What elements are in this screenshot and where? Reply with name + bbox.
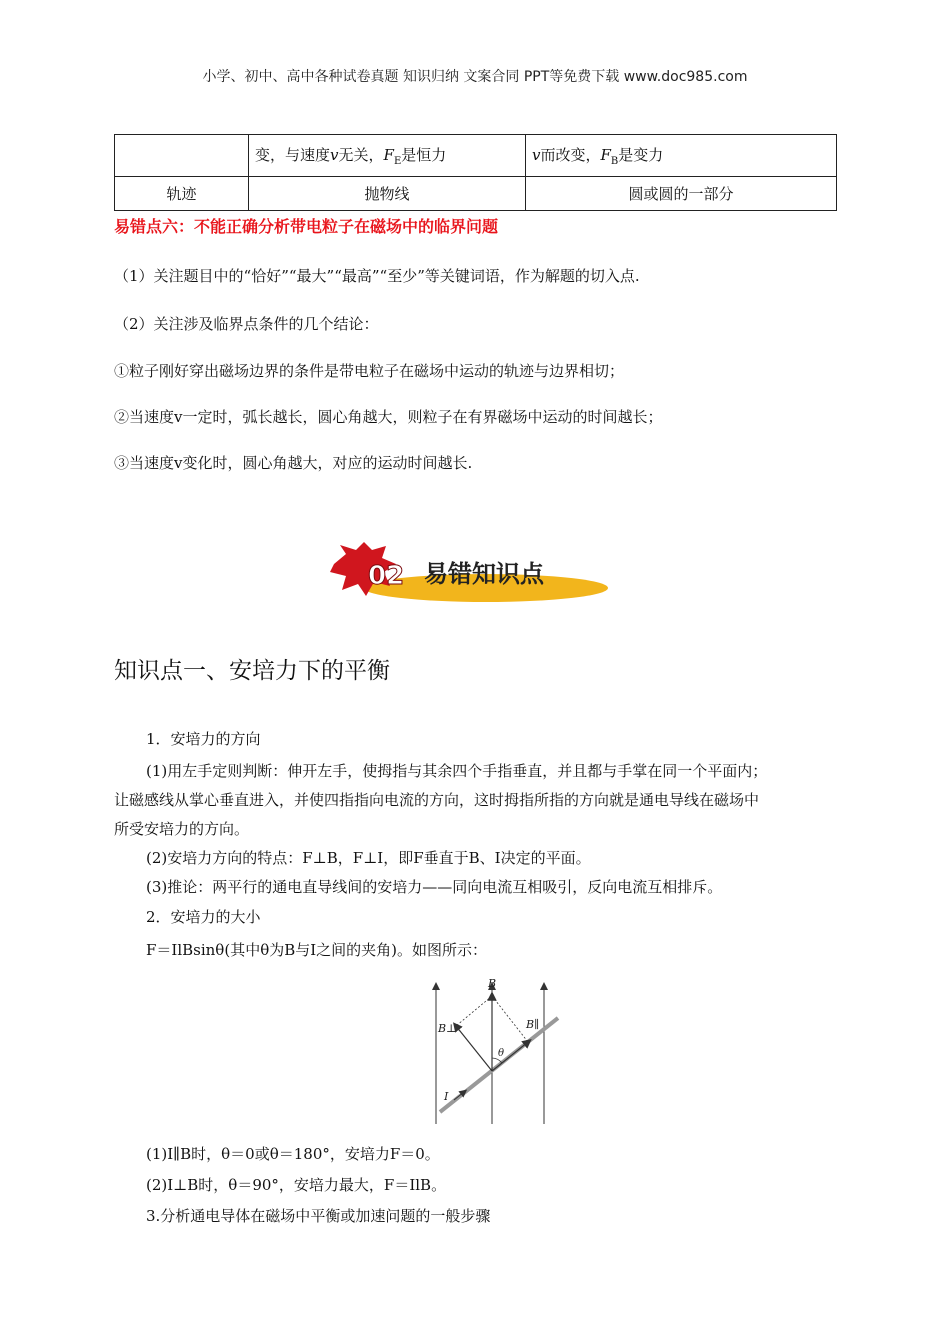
label-theta: θ [498, 1048, 505, 1059]
label-b: B [488, 977, 497, 990]
paragraph: 1．安培力的方向 [146, 730, 261, 748]
paragraph: 让磁感线从掌心垂直进入，并使四指指向电流的方向，这时拇指所指的方向就是通电导线在磁场中 [114, 791, 760, 809]
table-cell [115, 135, 249, 177]
table-row [115, 177, 837, 211]
paragraph: (1)I∥B时，θ＝0或θ＝180°，安培力F＝0。 [146, 1145, 440, 1163]
section-title: 知识点一、安培力下的平衡 [114, 658, 390, 684]
page-header: 小学、初中、高中各种试卷真题 知识归纳 文案合同 PPT等免费下载 www.doc985.com [202, 69, 748, 85]
dashed-line [492, 996, 528, 1042]
paragraph: (1)用左手定则判断：伸开左手，使拇指与其余四个手指垂直，并且都与手掌在同一个平面内； [146, 762, 768, 780]
mistake-item: ①粒子刚好穿出磁场边界的条件是带电粒子在磁场中运动的轨迹与边界相切； [114, 362, 625, 380]
comparison-table [114, 134, 837, 211]
mistake-heading: 易错点六：不能正确分析带电粒子在磁场中的临界问题 [114, 217, 499, 236]
table-cell: 圆或圆的一部分 [526, 177, 837, 211]
label-b-par: B∥ [526, 1018, 540, 1031]
paragraph: 所受安培力的方向。 [114, 820, 250, 838]
mistake-item: ②当速度v一定时，弧长越长，圆心角越大，则粒子在有界磁场中运动的时间越长； [114, 408, 663, 426]
paragraph: (2)安培力方向的特点：F⊥B，F⊥I，即F垂直于B、I决定的平面。 [146, 849, 591, 867]
paragraph: 3.分析通电导体在磁场中平衡或加速问题的一般步骤 [146, 1207, 491, 1225]
mistake-item: （2）关注涉及临界点条件的几个结论： [114, 315, 379, 333]
banner-text: 易错知识点 [424, 560, 544, 588]
mistake-item: ③当速度v变化时，圆心角越大，对应的运动时间越长. [114, 454, 473, 472]
label-b-perp: B⊥ [438, 1022, 457, 1035]
section-banner [328, 542, 610, 608]
table-cell: 变，与速度v无关，$F_E$是恒力 [249, 135, 526, 177]
dashed-line [456, 996, 492, 1026]
paragraph: (2)I⊥B时，θ＝90°，安培力最大，F＝IlB。 [146, 1176, 447, 1194]
table-row [115, 135, 837, 177]
table-cell: v而改变，$F_B$是变力 [526, 135, 837, 177]
banner-number: 02 [368, 561, 405, 591]
label-i: I [444, 1090, 449, 1103]
mistake-item: （1）关注题目中的“恰好”“最大”“最高”“至少”等关键词语，作为解题的切入点. [114, 267, 640, 285]
table-cell: 轨迹 [115, 177, 249, 211]
formula-line: F＝IlBsinθ(其中θ为B与I之间的夹角)。如图所示： [146, 941, 488, 959]
ampere-force-diagram [426, 974, 568, 1126]
table-cell: 抛物线 [249, 177, 526, 211]
paragraph: (3)推论：两平行的通电直导线间的安培力——同向电流互相吸引，反向电流互相排斥。 [146, 878, 723, 896]
paragraph: 2．安培力的大小 [146, 908, 261, 926]
b-perp-vector [456, 1026, 492, 1071]
banner-graphic [328, 542, 610, 608]
